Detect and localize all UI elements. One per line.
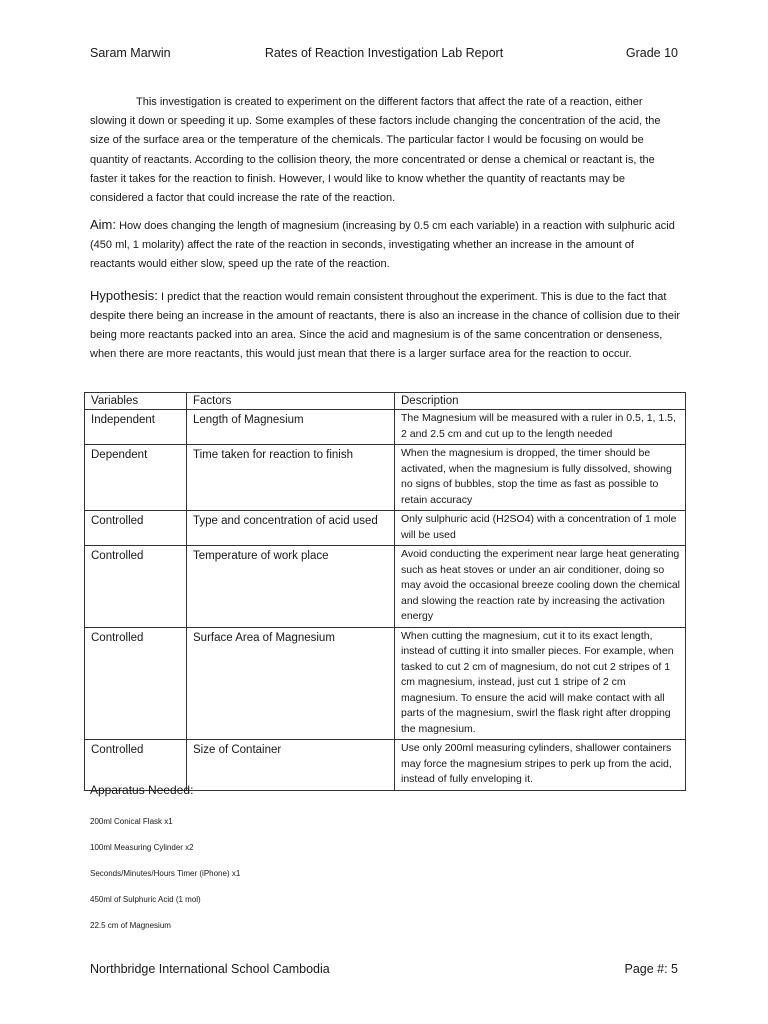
factor-cell: Size of Container	[187, 740, 395, 791]
table-header-cell: Factors	[187, 393, 395, 410]
apparatus-list	[90, 816, 240, 946]
variable-cell: Controlled	[85, 627, 187, 740]
aim-text: How does changing the length of magnesium (increasing by 0.5 cm each variable) in a reaction with sulphuric acid (450 ml, 1 molarity) affect the rate of the reaction in seconds, investigating whether an increase in the amount of reactants would either slow, speed up the rate of the reaction.	[90, 220, 675, 271]
table-row	[85, 445, 686, 511]
intro-paragraph	[90, 93, 680, 208]
description-cell: Avoid conducting the experiment near large heat generating such as heat stoves or under an air conditioner, doing so may avoid the occasional breeze cooling down the chemical and slowing the reaction rate by increasing the activation energy	[395, 546, 686, 628]
header-title: Rates of Reaction Investigation Lab Report	[264, 46, 504, 60]
variable-cell: Controlled	[85, 511, 187, 546]
footer-school: Northbridge International School Cambodia	[90, 962, 330, 976]
factor-cell: Time taken for reaction to finish	[187, 445, 395, 511]
variable-cell: Controlled	[85, 546, 187, 628]
list-item: 22.5 cm of Magnesium	[90, 921, 171, 930]
variable-cell: Dependent	[85, 445, 187, 511]
table-row	[85, 511, 686, 546]
apparatus-heading: Apparatus Needed:	[90, 783, 194, 797]
header-grade: Grade 10	[625, 46, 678, 60]
aim-label: Aim:	[90, 217, 116, 232]
factor-cell: Temperature of work place	[187, 546, 395, 628]
header-author: Saram Marwin	[90, 46, 171, 60]
variables-table	[84, 392, 686, 791]
page-number: Page #: 5	[624, 962, 678, 976]
hypothesis-text: I predict that the reaction would remain consistent throughout the experiment. This is due to the fact that despite there being an increase in the amount of reactants, there is also an increase in the chance of collision due to their being more reactants packed into an area. Since the acid and magnesium is of the same concentration or denseness, when there are more reactants, this would just mean that there is a larger surface area for the reaction to occur.	[90, 291, 681, 360]
table-header-row	[85, 393, 686, 410]
table-row	[85, 627, 686, 740]
table-row	[85, 410, 686, 445]
description-cell: The Magnesium will be measured with a ruler in 0.5, 1, 1.5, 2 and 2.5 cm and cut up to the length needed	[395, 410, 686, 445]
description-cell: Only sulphuric acid (H2SO4) with a concentration of 1 mole will be used	[395, 511, 686, 546]
table-header-cell: Variables	[85, 393, 187, 410]
description-cell: When the magnesium is dropped, the timer should be activated, when the magnesium is fully dissolved, showing no signs of bubbles, stop the time as fast as possible to retain accuracy	[395, 445, 686, 511]
intro-text: This investigation is created to experiment on the different factors that affect the rate of a reaction, either slowing it down or speeding it up. Some examples of these factors include changing the concentration of the acid, the size of the surface area or the temperature of the chemicals. The particular factor I would be focusing on would be quantity of reactants. According to the collision theory, the more concentrated or dense a chemical or reactant is, the faster it takes for the reaction to finish. However, I would like to know whether the quantity of reactants may be considered a factor that could increase the rate of the reaction.	[90, 96, 661, 205]
list-item: 100ml Measuring Cylinder x2	[90, 843, 194, 852]
factor-cell: Surface Area of Magnesium	[187, 627, 395, 740]
variable-cell: Controlled	[85, 740, 187, 791]
factor-cell: Length of Magnesium	[187, 410, 395, 445]
list-item: Seconds/Minutes/Hours Timer (iPhone) x1	[90, 869, 241, 878]
hypothesis-paragraph	[90, 286, 685, 364]
table-header-cell: Description	[395, 393, 686, 410]
page-header	[90, 46, 678, 64]
description-cell: Use only 200ml measuring cylinders, shallower containers may force the magnesium stripes to perk up from the acid, instead of fully enveloping it.	[395, 740, 686, 791]
list-item: 450ml of Sulphuric Acid (1 mol)	[90, 895, 201, 904]
list-item: 200ml Conical Flask x1	[90, 817, 173, 826]
hypothesis-label: Hypothesis:	[90, 288, 158, 303]
table-row	[85, 546, 686, 628]
page-footer	[90, 962, 678, 980]
description-cell: When cutting the magnesium, cut it to its exact length, instead of cutting it into smaller pieces. For example, when tasked to cut 2 cm of magnesium, do not cut 2 stripes of 1 cm magnesium, instead, just cut 1 stripe of 2 cm magnesium. To ensure the acid will make contact with all parts of the magnesium, swirl the flask right after dropping the magnesium.	[395, 627, 686, 740]
factor-cell: Type and concentration of acid used	[187, 511, 395, 546]
variable-cell: Independent	[85, 410, 187, 445]
aim-paragraph	[90, 215, 680, 275]
